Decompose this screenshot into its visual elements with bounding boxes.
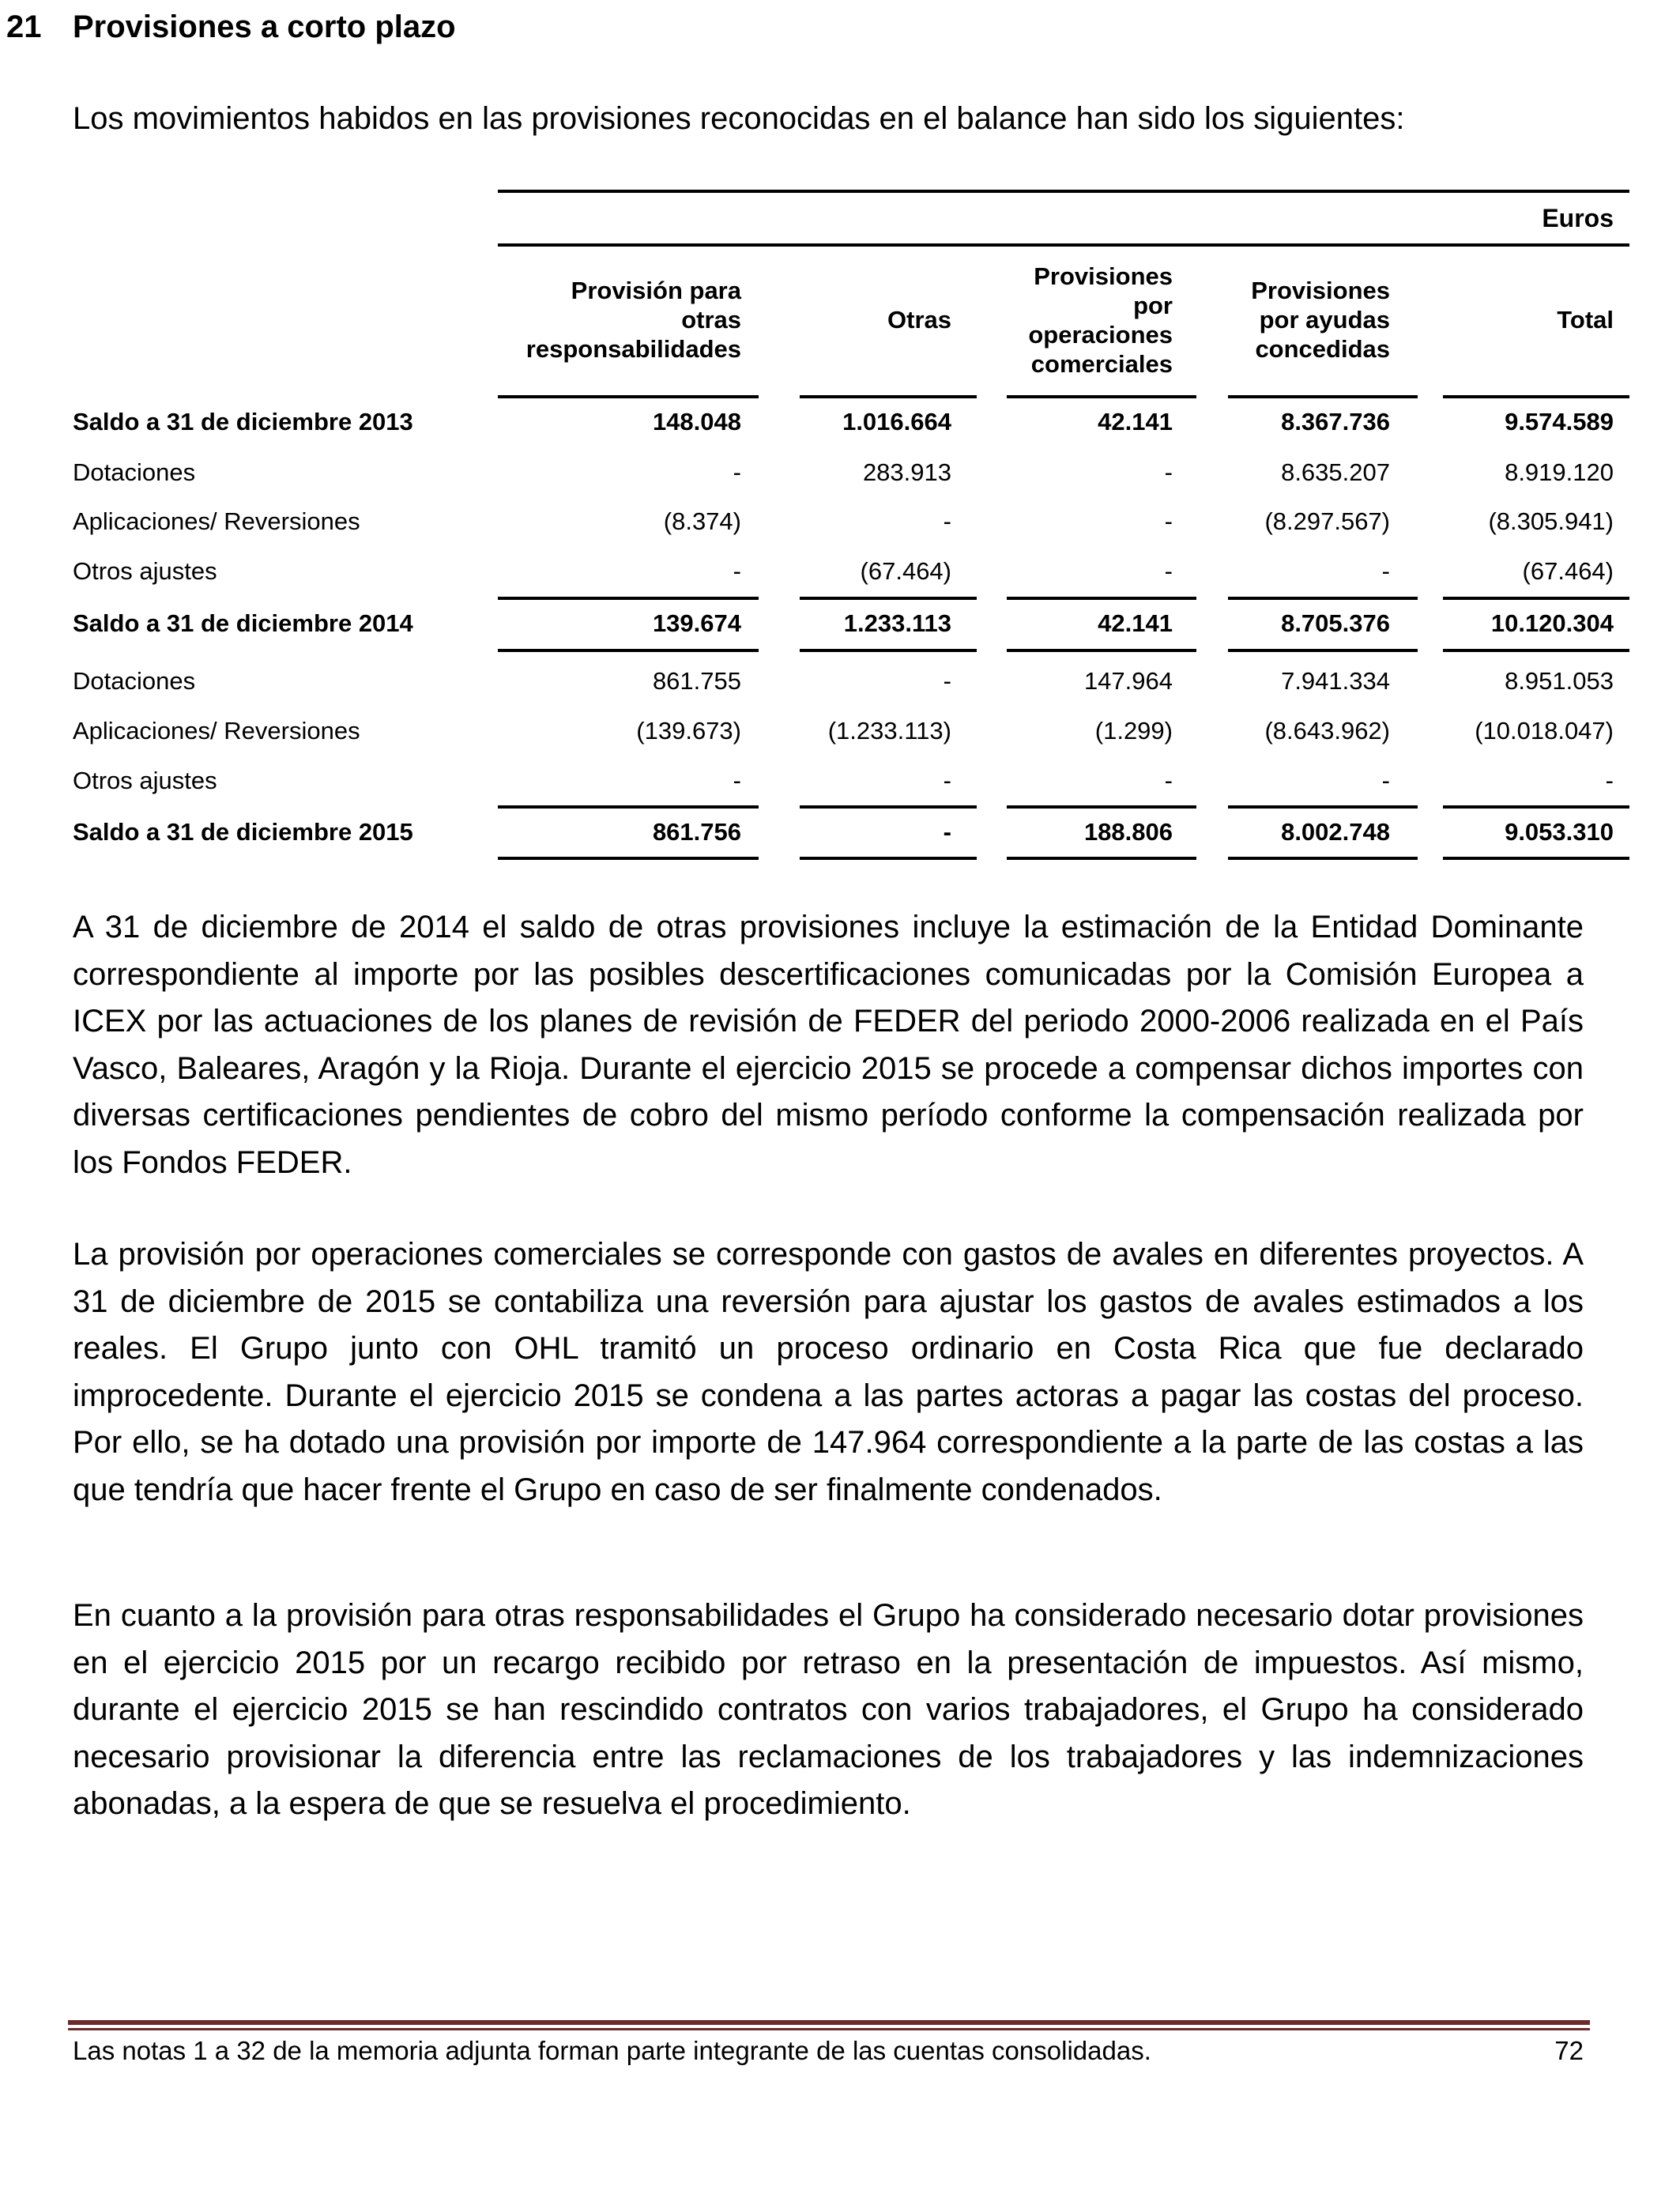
row-label-otros-ajustes-2014: Otros ajustes bbox=[73, 557, 217, 585]
table-cell: (139.673) bbox=[636, 717, 741, 745]
header-rule-col2 bbox=[800, 395, 977, 398]
table-cell: 8.367.736 bbox=[1281, 408, 1390, 435]
subtotal-rule-2015-top bbox=[1228, 805, 1418, 809]
table-cell: - bbox=[1164, 507, 1173, 535]
column-header-3: Provisiones por operaciones comerciales bbox=[1028, 262, 1173, 378]
table-cell: - bbox=[733, 557, 741, 585]
subtotal-rule-2014-top bbox=[498, 597, 759, 600]
table-cell: 139.674 bbox=[652, 609, 741, 637]
subtotal-rule-2014-bottom bbox=[800, 649, 977, 652]
footer-note: Las notas 1 a 32 de la memoria adjunta forman parte integrante de las cuentas consolidadas. bbox=[73, 2036, 1151, 2065]
table-cell: 8.635.207 bbox=[1281, 458, 1390, 486]
table-cell: 861.755 bbox=[652, 667, 741, 695]
table-cell: (8.297.567) bbox=[1264, 507, 1390, 535]
table-cell: 861.756 bbox=[652, 818, 741, 846]
table-cell: 283.913 bbox=[862, 458, 951, 486]
final-rule bbox=[498, 857, 759, 860]
section-number: 21 bbox=[6, 9, 42, 44]
table-cell: (10.018.047) bbox=[1475, 717, 1614, 745]
table-cell: - bbox=[733, 767, 741, 794]
row-label-saldo-2015: Saldo a 31 de diciembre 2015 bbox=[73, 818, 413, 846]
table-cell: 1.233.113 bbox=[843, 609, 951, 637]
table-cell: - bbox=[943, 818, 951, 846]
table-unit-rule bbox=[498, 243, 1629, 247]
table-cell: 8.919.120 bbox=[1505, 458, 1614, 486]
subtotal-rule-2015-top bbox=[800, 805, 977, 809]
table-cell: (8.305.941) bbox=[1488, 507, 1614, 535]
column-header-2: Otras bbox=[887, 306, 951, 334]
final-rule bbox=[1007, 857, 1196, 860]
final-rule bbox=[800, 857, 977, 860]
row-label-dotaciones-2014: Dotaciones bbox=[73, 458, 196, 486]
table-unit: Euros bbox=[1542, 204, 1614, 232]
subtotal-rule-2014-bottom bbox=[498, 649, 759, 652]
table-cell: 7.941.334 bbox=[1281, 667, 1390, 695]
table-cell: - bbox=[1164, 458, 1173, 486]
table-cell: 10.120.304 bbox=[1490, 609, 1614, 637]
subtotal-rule-2014-top bbox=[1228, 597, 1418, 600]
page-number: 72 bbox=[1554, 2036, 1584, 2065]
row-label-saldo-2013: Saldo a 31 de diciembre 2013 bbox=[73, 408, 413, 435]
table-cell: 42.141 bbox=[1098, 408, 1173, 435]
subtotal-rule-2014-bottom bbox=[1007, 649, 1196, 652]
subtotal-rule-2014-bottom bbox=[1443, 649, 1629, 652]
table-cell: - bbox=[1381, 767, 1390, 794]
header-rule-col4 bbox=[1228, 395, 1418, 398]
column-header-5: Total bbox=[1557, 306, 1614, 334]
paragraph-feder: A 31 de diciembre de 2014 el saldo de otras provisiones incluye la estimación de la Entidad Dominante correspondiente al importe por las posibles descertificaciones comunicadas por la Comisión Europea a ICEX por las actuaciones de los planes de revisión de FEDER del periodo 2000-2006 realizada en el País Vasco, Baleares, Aragón y la Rioja. Durante el ejercicio 2015 se procede a compensar dichos importes con diversas certificaciones pendientes de cobro del mismo período conforme la compensación realizada por los Fondos FEDER. bbox=[73, 910, 1584, 1180]
table-cell: 8.002.748 bbox=[1281, 818, 1390, 846]
table-cell: - bbox=[1164, 557, 1173, 585]
paragraph-otras-responsabilidades: En cuanto a la provisión para otras responsabilidades el Grupo ha considerado necesario dotar provisiones en el ejercicio 2015 por un recargo recibido por retraso en la presentación de impuestos. Así mismo, durante el ejercicio 2015 se han rescindido contratos con varios trabajadores, el Grupo ha considerado necesario provisionar la diferencia entre las reclamaciones de los trabajadores y las indemnizaciones abonadas, a la espera de que se resuelva el procedimiento. bbox=[73, 1598, 1584, 1821]
row-label-saldo-2014: Saldo a 31 de diciembre 2014 bbox=[73, 609, 413, 637]
table-cell: 8.951.053 bbox=[1505, 667, 1614, 695]
footer-rule-thin bbox=[68, 2028, 1590, 2030]
table-cell: (67.464) bbox=[860, 557, 951, 585]
table-cell: - bbox=[733, 458, 741, 486]
table-cell: 42.141 bbox=[1098, 609, 1173, 637]
section-heading bbox=[6, 9, 456, 45]
table-cell: - bbox=[943, 507, 951, 535]
subtotal-rule-2014-top bbox=[800, 597, 977, 600]
table-cell: 9.053.310 bbox=[1505, 818, 1614, 846]
table-cell: (8.643.962) bbox=[1264, 717, 1390, 745]
table-cell: 8.705.376 bbox=[1281, 609, 1390, 637]
row-label-aplicaciones-2014: Aplicaciones/ Reversiones bbox=[73, 507, 360, 535]
subtotal-rule-2014-bottom bbox=[1228, 649, 1418, 652]
table-cell: - bbox=[1605, 767, 1614, 794]
table-cell: (8.374) bbox=[663, 507, 741, 535]
column-header-1: Provisión para otras responsabilidades bbox=[525, 277, 741, 363]
header-rule-col3 bbox=[1007, 395, 1196, 398]
row-label-dotaciones-2015: Dotaciones bbox=[73, 667, 196, 695]
table-cell: 148.048 bbox=[652, 408, 741, 435]
table-cell: (1.233.113) bbox=[827, 717, 951, 745]
table-cell: 1.016.664 bbox=[842, 408, 951, 435]
table-cell: - bbox=[943, 667, 951, 695]
table-cell: 188.806 bbox=[1083, 818, 1173, 846]
table-cell: (1.299) bbox=[1094, 717, 1173, 745]
table-cell: 147.964 bbox=[1083, 667, 1173, 695]
header-rule-col5 bbox=[1443, 395, 1629, 398]
final-rule bbox=[1228, 857, 1418, 860]
table-cell: - bbox=[1164, 767, 1173, 794]
paragraph-operaciones-comerciales: La provisión por operaciones comerciales se corresponde con gastos de avales en diferentes proyectos. A 31 de diciembre de 2015 se contabiliza una reversión para ajustar los gastos de avales estimados a los reales. El Grupo junto con OHL tramitó un proceso ordinario en Costa Rica que fue declarado improcedente. Durante el ejercicio 2015 se condena a las partes actoras a pagar las costas del proceso. Por ello, se ha dotado una provisión por importe de 147.964 correspondiente a la parte de las costas a las que tendría que hacer frente el Grupo en caso de ser finalmente condenados. bbox=[73, 1237, 1584, 1507]
subtotal-rule-2014-top bbox=[1443, 597, 1629, 600]
section-title: Provisiones a corto plazo bbox=[73, 9, 456, 44]
column-header-4: Provisiones por ayudas concedidas bbox=[1251, 277, 1390, 363]
table-cell: (67.464) bbox=[1522, 557, 1614, 585]
final-rule bbox=[1443, 857, 1629, 860]
intro-text: Los movimientos habidos en las provisiones reconocidas en el balance han sido los siguientes: bbox=[73, 101, 1405, 136]
row-label-aplicaciones-2015: Aplicaciones/ Reversiones bbox=[73, 717, 360, 745]
footer-rule bbox=[68, 2020, 1590, 2025]
row-label-otros-ajustes-2015: Otros ajustes bbox=[73, 767, 217, 794]
subtotal-rule-2015-top bbox=[1007, 805, 1196, 809]
table-cell: 9.574.589 bbox=[1505, 408, 1614, 435]
table-cell: - bbox=[943, 767, 951, 794]
subtotal-rule-2015-top bbox=[1443, 805, 1629, 809]
subtotal-rule-2014-top bbox=[1007, 597, 1196, 600]
table-cell: - bbox=[1381, 557, 1390, 585]
header-rule-col1 bbox=[498, 395, 759, 398]
subtotal-rule-2015-top bbox=[498, 805, 759, 809]
table-top-rule bbox=[498, 190, 1629, 193]
